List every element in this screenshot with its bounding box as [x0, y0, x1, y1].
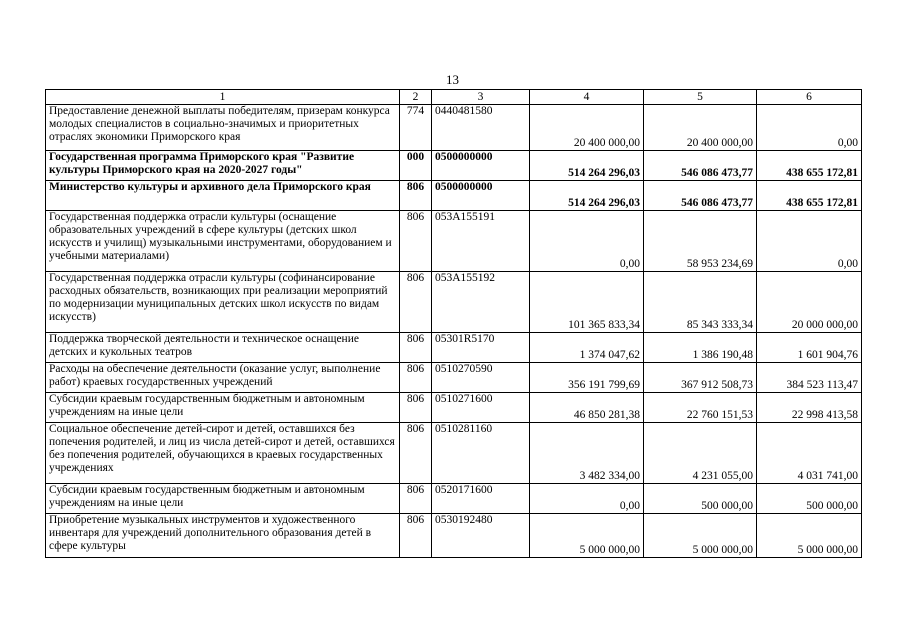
row-value-2: 500 000,00 — [644, 484, 757, 514]
table-row — [46, 514, 862, 558]
row-value-3: 0,00 — [757, 211, 862, 272]
row-name: Расходы на обеспечение деятельности (оказание услуг, выполнение работ) краевых государственных учреждений — [46, 363, 400, 393]
table-row — [46, 333, 862, 363]
row-value-1: 3 482 334,00 — [530, 423, 644, 484]
row-value-1: 46 850 281,38 — [530, 393, 644, 423]
page-number: 13 — [446, 72, 459, 87]
row-grbs: 000 — [400, 151, 432, 181]
row-value-2: 1 386 190,48 — [644, 333, 757, 363]
row-grbs: 806 — [400, 363, 432, 393]
row-value-1: 356 191 799,69 — [530, 363, 644, 393]
row-value-3: 5 000 000,00 — [757, 514, 862, 558]
table-row — [46, 484, 862, 514]
row-value-1: 101 365 833,34 — [530, 272, 644, 333]
header-cell: 1 — [46, 90, 400, 105]
row-name: Государственная поддержка отрасли культуры (оснащение образовательных учреждений в сфере культуры (детских школ искусств и училищ) музыкальными инструментами, оборудованием и учебными материалами) — [46, 211, 400, 272]
row-value-3: 22 998 413,58 — [757, 393, 862, 423]
row-value-2: 85 343 333,34 — [644, 272, 757, 333]
row-name: Предоставление денежной выплаты победителям, призерам конкурса молодых специалистов в социально-значимых и приоритетных отраслях экономики Приморского края — [46, 105, 400, 151]
row-name: Государственная поддержка отрасли культуры (софинансирование расходных обязательств, возникающих при реализации мероприятий по модернизации муниципальных детских школ искусств по видам искусств) — [46, 272, 400, 333]
row-value-2: 5 000 000,00 — [644, 514, 757, 558]
row-name: Государственная программа Приморского края "Развитие культуры Приморского края на 2020-2027 годы" — [46, 151, 400, 181]
row-value-1: 0,00 — [530, 484, 644, 514]
row-value-1: 20 400 000,00 — [530, 105, 644, 151]
row-value-3: 0,00 — [757, 105, 862, 151]
row-grbs: 806 — [400, 272, 432, 333]
row-value-3: 20 000 000,00 — [757, 272, 862, 333]
table-row — [46, 363, 862, 393]
row-grbs: 806 — [400, 423, 432, 484]
budget-table — [45, 89, 862, 558]
header-cell: 6 — [757, 90, 862, 105]
row-grbs: 774 — [400, 105, 432, 151]
row-grbs: 806 — [400, 514, 432, 558]
row-csr: 053A155191 — [432, 211, 530, 272]
header-cell: 2 — [400, 90, 432, 105]
row-csr: 05301R5170 — [432, 333, 530, 363]
row-csr: 0500000000 — [432, 151, 530, 181]
row-name: Поддержка творческой деятельности и техническое оснащение детских и кукольных театров — [46, 333, 400, 363]
row-csr: 0510271600 — [432, 393, 530, 423]
row-csr: 0510281160 — [432, 423, 530, 484]
table-row — [46, 272, 862, 333]
table-row — [46, 423, 862, 484]
header-cell: 3 — [432, 90, 530, 105]
row-value-1: 5 000 000,00 — [530, 514, 644, 558]
table-row — [46, 211, 862, 272]
row-value-1: 1 374 047,62 — [530, 333, 644, 363]
row-name: Субсидии краевым государственным бюджетным и автономным учреждениям на иные цели — [46, 484, 400, 514]
header-row — [46, 90, 862, 105]
table-row — [46, 151, 862, 181]
row-csr: 0530192480 — [432, 514, 530, 558]
row-csr: 0500000000 — [432, 181, 530, 211]
row-grbs: 806 — [400, 211, 432, 272]
header-cell: 4 — [530, 90, 644, 105]
row-grbs: 806 — [400, 484, 432, 514]
row-value-3: 1 601 904,76 — [757, 333, 862, 363]
row-value-2: 367 912 508,73 — [644, 363, 757, 393]
row-value-2: 20 400 000,00 — [644, 105, 757, 151]
row-name: Социальное обеспечение детей-сирот и детей, оставшихся без попечения родителей, и лиц из числа детей-сирот и детей, оставшихся без попечения родителей, обучающихся в краевых государственных учреждениях — [46, 423, 400, 484]
row-value-3: 438 655 172,81 — [757, 151, 862, 181]
table-row — [46, 181, 862, 211]
row-value-1: 0,00 — [530, 211, 644, 272]
table-row — [46, 393, 862, 423]
row-value-3: 4 031 741,00 — [757, 423, 862, 484]
row-csr: 0440481580 — [432, 105, 530, 151]
row-csr: 0520171600 — [432, 484, 530, 514]
row-value-2: 546 086 473,77 — [644, 181, 757, 211]
row-csr: 053A155192 — [432, 272, 530, 333]
row-value-3: 384 523 113,47 — [757, 363, 862, 393]
row-grbs: 806 — [400, 393, 432, 423]
row-grbs: 806 — [400, 181, 432, 211]
table-row — [46, 105, 862, 151]
row-value-3: 438 655 172,81 — [757, 181, 862, 211]
row-csr: 0510270590 — [432, 363, 530, 393]
row-value-2: 546 086 473,77 — [644, 151, 757, 181]
row-name: Субсидии краевым государственным бюджетным и автономным учреждениям на иные цели — [46, 393, 400, 423]
row-name: Министерство культуры и архивного дела Приморского края — [46, 181, 400, 211]
row-value-2: 22 760 151,53 — [644, 393, 757, 423]
row-value-3: 500 000,00 — [757, 484, 862, 514]
row-grbs: 806 — [400, 333, 432, 363]
header-cell: 5 — [644, 90, 757, 105]
row-value-1: 514 264 296,03 — [530, 151, 644, 181]
row-value-2: 58 953 234,69 — [644, 211, 757, 272]
row-value-1: 514 264 296,03 — [530, 181, 644, 211]
row-name: Приобретение музыкальных инструментов и художественного инвентаря для учреждений дополнительного образования детей в сфере культуры — [46, 514, 400, 558]
row-value-2: 4 231 055,00 — [644, 423, 757, 484]
